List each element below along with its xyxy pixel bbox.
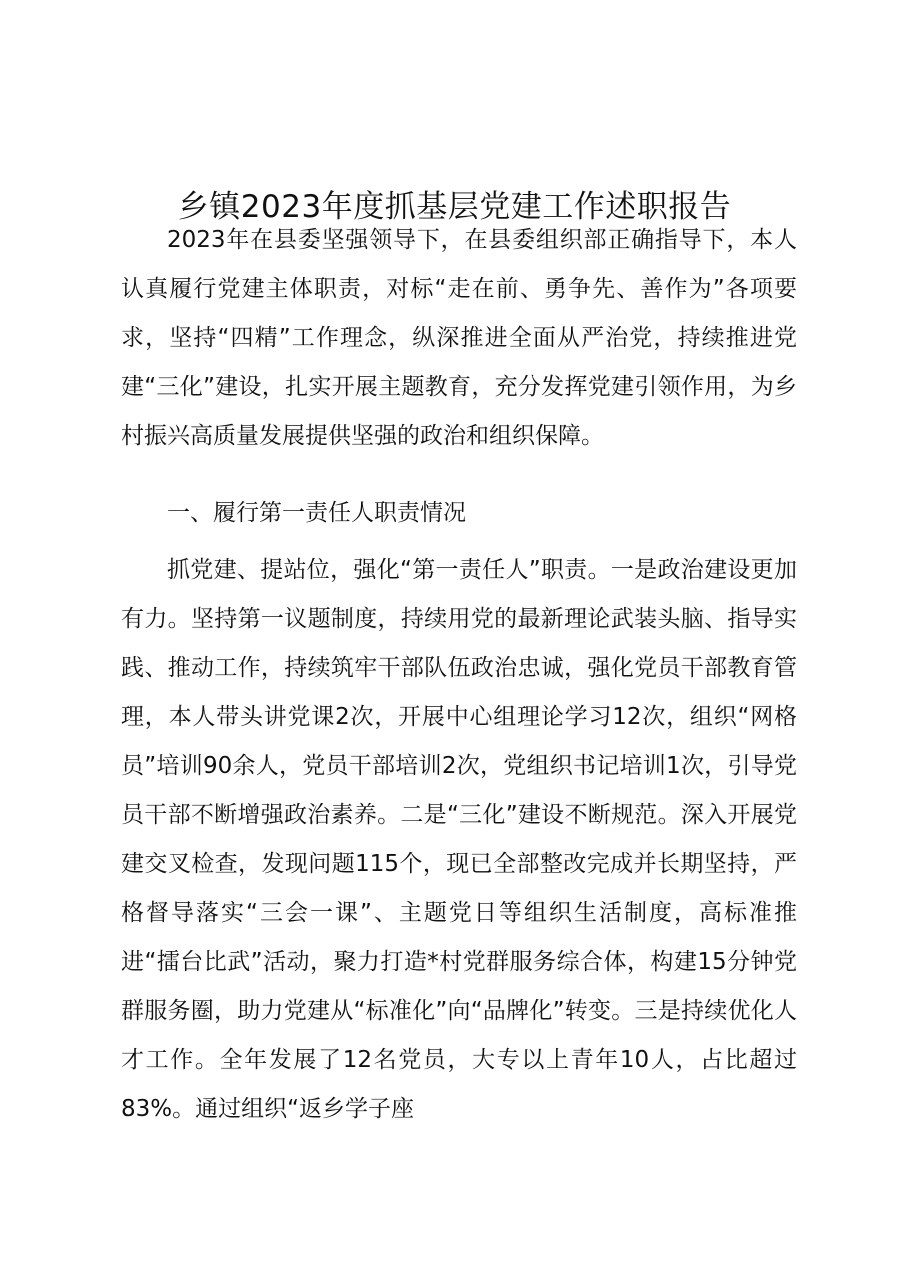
- document-title: 乡镇2023年度抓基层党建工作述职报告: [177, 188, 732, 225]
- section-heading: 一、履行第一责任人职责情况: [167, 500, 466, 526]
- intro-paragraph: 2023年在县委坚强领导下，在县委组织部正确指导下，本人认真履行党建主体职责，对标“走在前、勇争先、善作为”各项要求，坚持“四精”工作理念，纵深推进全面从严治党，持续推进党建“三化”建设，扎实开展主题教育，充分发挥党建引领作用，为乡村振兴高质量发展提供坚强的政治和组织保障。: [121, 227, 797, 449]
- section-paragraph: 抓党建、提站位，强化“第一责任人”职责。一是政治建设更加有力。坚持第一议题制度，持续用党的最新理论武装头脑、指导实践、推动工作，持续筑牢干部队伍政治忠诚，强化党员干部教育管理，本人带头讲党课2次，开展中心组理论学习12次，组织“网格员”培训90余人，党员干部培训2次，党组织书记培训1次，引导党员干部不断增强政治素养。二是“三化”建设不断规范。深入开展党建交叉检查，发现问题115个，现已全部整改完成并长期坚持，严格督导落实“三会一课”、主题党日等组织生活制度，高标准推进“擂台比武”活动，聚力打造*村党群服务综合体，构建15分钟党群服务圈，助力党建从“标准化”向“品牌化”转变。三是持续优化人才工作。全年发展了12名党员，大专以上青年10人，占比超过83%。通过组织“返乡学子座: [121, 557, 797, 1122]
